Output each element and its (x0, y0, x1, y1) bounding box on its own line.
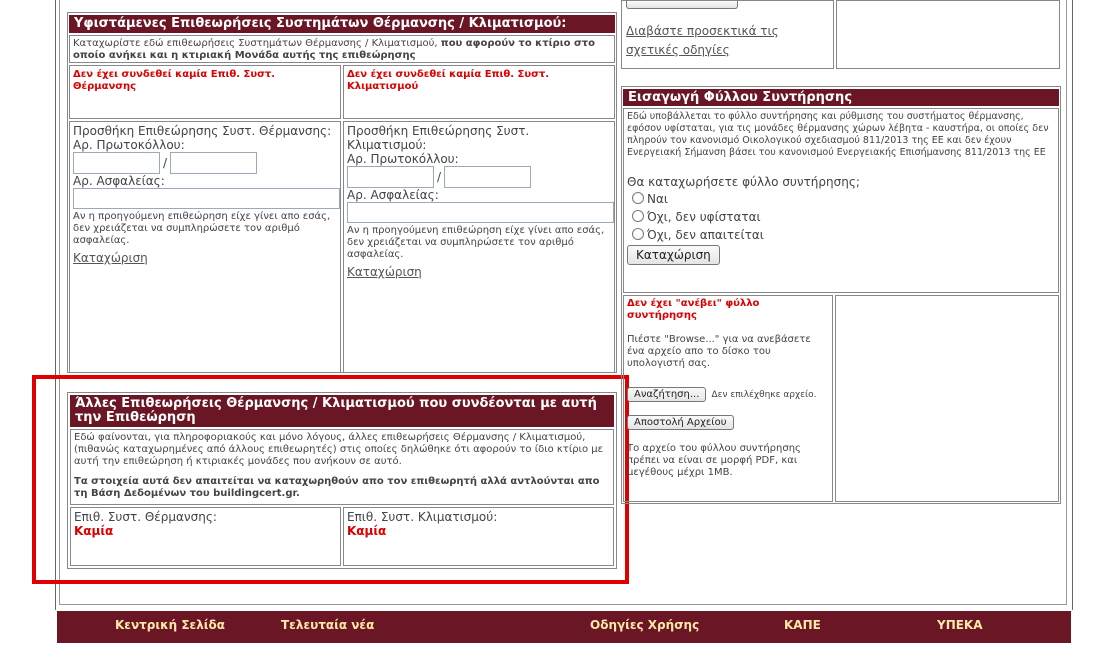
send-file-button[interactable]: Αποστολή Αρχείου (627, 415, 734, 430)
file-note: Το αρχείο του φύλλου συντήρησης πρέπει να είναι σε μορφή PDF, και μεγέθους μέχρι 1MB. (627, 443, 801, 478)
cooling-add-cell (343, 121, 615, 373)
description-bold: που αφορούν το κτίριο στο οποίο ανήκει και η κτιριακή Μονάδα αυτής της επιθεώρησης (73, 38, 595, 61)
top-right-empty-cell (836, 0, 1060, 69)
maintenance-title: Εισαγωγή Φύλλου Συντήρησης (623, 89, 1059, 106)
security-note: Αν η προηγούμενη επιθεώρηση είχε γίνει απο εσάς, δεν χρειάζεται να συμπληρώσετε τον αριθμό ασφαλείας. (347, 225, 605, 260)
footer-usage-link[interactable]: Οδηγίες Χρήσης (590, 618, 700, 632)
slash-separator: / (163, 156, 168, 170)
existing-inspections-description (69, 35, 615, 63)
security-note: Αν η προηγούμενη επιθεώρηση είχε γίνει απο εσάς, δεν χρειάζεται να συμπληρώσετε τον αριθμό ασφαλείας. (73, 211, 331, 246)
description-text: Καταχωρίστε εδώ επιθεωρήσεις Συστημάτων Θέρμανσης / Κλιματισμού, (73, 38, 438, 49)
other-cooling-label: Επιθ. Συστ. Κλιματισμού: (347, 510, 498, 524)
heating-none-cell (69, 65, 341, 119)
other-description-bold: Τα στοιχεία αυτά δεν απαιτείται να καταχωρηθούν απο τον επιθεωρητή αλλά αντλούνται απο τη Βάση Δεδομένων του buildingcert.gr. (74, 476, 600, 499)
heating-protocol-input-2[interactable] (170, 152, 257, 174)
cooling-protocol-input-1[interactable] (347, 166, 434, 188)
other-inspections-title: Άλλες Επιθεωρήσεις Θέρμανσης / Κλιματισμού που συνδέονται με αυτή την Επιθεώρηση (70, 395, 614, 427)
footer-ypeka-link[interactable]: ΥΠΕΚΑ (937, 618, 983, 632)
cooling-submit-link[interactable]: Καταχώριση (347, 265, 422, 279)
heating-security-input[interactable] (73, 188, 340, 209)
security-label: Αρ. Ασφαλείας: (73, 174, 165, 188)
instructions-link[interactable]: Διαβάστε προσεκτικά τις σχετικές οδηγίες (626, 24, 779, 57)
security-label: Αρ. Ασφαλείας: (347, 188, 439, 202)
top-cut-button[interactable] (626, 1, 738, 9)
heating-submit-link[interactable]: Καταχώριση (73, 251, 148, 265)
cooling-protocol-input-2[interactable] (444, 166, 531, 188)
heating-none-message: Δεν έχει συνδεθεί καμία Επιθ. Συστ. Θέρμανσης (73, 69, 276, 92)
protocol-label: Αρ. Πρωτοκόλλου: (347, 152, 459, 166)
option-not-exists-label: Όχι, δεν υφίσταται (647, 210, 761, 224)
upload-cell (623, 295, 833, 502)
maintenance-question: Θα καταχωρήσετε φύλλο συντήρησης; (627, 175, 860, 189)
heating-protocol-input-1[interactable] (73, 152, 160, 174)
option-yes-label: Ναι (647, 192, 668, 206)
slash-separator: / (437, 170, 442, 184)
radio-not-required[interactable] (632, 228, 644, 240)
option-not-required[interactable] (627, 228, 1055, 242)
footer-news-link[interactable]: Τελευταία νέα (281, 618, 375, 632)
heating-add-label: Προσθήκη Επιθεώρησης Συστ. Θέρμανσης: (73, 124, 332, 138)
option-not-exists[interactable] (627, 210, 1055, 224)
browse-button[interactable]: Αναζήτηση... (627, 387, 706, 402)
maintenance-submit-button[interactable]: Καταχώριση (627, 245, 720, 265)
highlight-box (32, 375, 629, 584)
no-file-text: Δεν επιλέχθηκε αρχείο. (711, 390, 817, 400)
footer-nav (57, 611, 1071, 643)
upload-preview-cell (835, 295, 1059, 502)
radio-not-exists[interactable] (632, 210, 644, 222)
existing-inspections-title: Υφιστάμενες Επιθεωρήσεις Συστημάτων Θέρμανσης / Κλιματισμού: (69, 15, 615, 33)
other-heating-value: Καμία (74, 524, 114, 538)
instructions-cell (621, 0, 834, 69)
cooling-add-label: Προσθήκη Επιθεώρησης Συστ. Κλιματισμού: (347, 124, 530, 152)
heating-add-cell (69, 121, 341, 373)
browse-hint: Πιέστε "Browse..." για να ανεβάσετε ένα αρχείο απο το δίσκο του υπολογιστή σας. (627, 334, 811, 369)
radio-yes[interactable] (632, 192, 644, 204)
footer-kape-link[interactable]: ΚΑΠΕ (784, 618, 821, 632)
not-uploaded-message: Δεν έχει "ανέβει" φύλλο συντήρησης (627, 298, 760, 321)
maintenance-form (623, 108, 1059, 293)
other-cooling-value: Καμία (347, 524, 387, 538)
other-description-text: Εδώ φαίνονται, για πληροφοριακούς και μόνο λόγους, άλλες επιθεωρήσεις Θέρμανσης / Κλιματισμού, (πιθανώς καταχωρημένες από άλλους επιθεωρητές) στις οποίες δηλώθηκε ότι αφορούν το ίδιο κτίριο με αυτή την επιθεώρηση ή κτιριακές μονάδες που ανήκουν σε αυτό. (74, 432, 604, 467)
cooling-none-message: Δεν έχει συνδεθεί καμία Επιθ. Συστ. Κλιματισμού (347, 69, 550, 92)
option-yes[interactable] (627, 192, 1055, 206)
cooling-none-cell (343, 65, 615, 119)
cooling-security-input[interactable] (347, 202, 614, 223)
maintenance-description: Εδώ υποβάλλεται το φύλλο συντήρησης και ρύθμισης του συστήματος θέρμανσης, εφόσον υφίσταται, για τις μονάδες θέρμανσης χώρων λέβητα - καυστήρα, οι οποίες δεν πληρούν τον κανονισμό Οικολογικού σχεδιασμού 811/2013 της ΕΕ και δεν έχουν Ενεργειακή Σήμανση βάσει του κανονισμού Ενεργειακής Επισήμανσης 811/2013 της ΕΕ (627, 111, 1049, 158)
option-not-required-label: Όχι, δεν απαιτείται (647, 228, 764, 242)
protocol-label: Αρ. Πρωτοκόλλου: (73, 138, 185, 152)
other-heating-label: Επιθ. Συστ. Θέρμανσης: (74, 510, 217, 524)
footer-home-link[interactable]: Κεντρική Σελίδα (115, 618, 225, 632)
